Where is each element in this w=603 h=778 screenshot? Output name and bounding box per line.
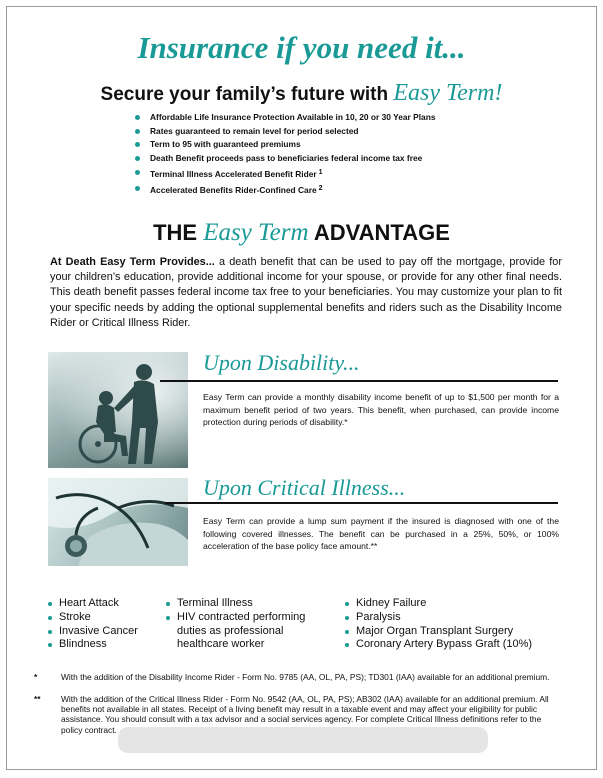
list-item: Accelerated Benefits Rider-Confined Care $^2$: [133, 182, 435, 198]
intro-lead: At Death Easy Term Provides...: [50, 256, 215, 268]
list-item: HIV contracted performing duties as professional healthcare worker: [166, 611, 336, 652]
intro-paragraph: At Death Easy Term Provides... a death benefit that can be used to pay off the mortgage, provide for your children’s education, provide additional income for your spouse, or provide for any other final needs. This death benefit passes federal income tax free to your beneficiaries. You may customize your plan to fit your specific needs by adding the optional supplemental benefits and riders such as the Disability Income Rider or Critical Illness Rider.: [50, 256, 562, 329]
illness-list-col1: [48, 597, 138, 652]
list-item: Terminal Illness Accelerated Benefit Rider $^1$: [133, 166, 435, 182]
disability-text: Easy Term can provide a monthly disability income benefit of up to $1,500 per month for a maximum benefit period of two years. This benefit, when purchased, can provide income protection during periods of disability.*: [203, 392, 559, 427]
list-item: Major Organ Transplant Surgery: [345, 625, 532, 639]
advantage-title: THE Easy Term ADVANTAGE: [153, 219, 450, 246]
list-item: Stroke: [48, 611, 138, 625]
footnote: ** With the addition of the Critical Illness Rider - Form No. 9542 (AA, OL, PA, PS); AB302 (IAA) available for an additional premium. All benefits not available in all states. Receipt of a living benefit may result in a taxable event and may affect your eligibility for public assistance. You should consult with a tax advisor and a social services agency. For complete Critical Illness definitions refer to the policy contract.: [34, 694, 549, 735]
critical-illness-text: Easy Term can provide a lump sum payment if the insured is diagnosed with one of the following covered illnesses. The benefit can be purchased in a 25%, 50%, or 100% acceleration of the base policy face amount.**: [203, 516, 559, 551]
illness-list-col3: [345, 597, 532, 652]
headline-brand: Easy Term!: [393, 80, 503, 106]
list-item: Kidney Failure: [345, 597, 532, 611]
footnote-mark: *: [34, 672, 38, 682]
footnote-mark: **: [34, 694, 41, 704]
list-item: Death Benefit proceeds pass to beneficiaries federal income tax free: [133, 152, 435, 166]
footnote-ref: 2: [318, 184, 323, 192]
list-item: Invasive Cancer: [48, 625, 138, 639]
list-item: Blindness: [48, 638, 138, 652]
disability-photo: [48, 352, 188, 468]
footnote: * With the addition of the Disability Income Rider - Form No. 9785 (AA, OL, PA, PS); TD301 (IAA) available for an additional premium.: [34, 672, 550, 682]
list-item: Rates guaranteed to remain level for period selected: [133, 125, 435, 139]
list-item: Coronary Artery Bypass Graft (10%): [345, 638, 532, 652]
list-item: Paralysis: [345, 611, 532, 625]
section-divider: [160, 380, 558, 382]
list-item: Affordable Life Insurance Protection Available in 10, 20 or 30 Year Plans: [133, 111, 435, 125]
list-item: Term to 95 with guaranteed premiums: [133, 138, 435, 152]
critical-illness-photo: [48, 478, 188, 566]
tagline: Insurance if you need it...: [137, 30, 466, 65]
disability-title: Upon Disability...: [203, 350, 360, 375]
headline: [0, 80, 603, 107]
footnote-ref: 1: [318, 168, 323, 176]
advantage-brand: Easy Term: [203, 219, 309, 246]
illness-list-col2: [166, 597, 336, 652]
section-divider: [165, 502, 558, 504]
headline-prefix: Secure your family’s future with: [100, 84, 394, 105]
list-item: Heart Attack: [48, 597, 138, 611]
critical-illness-title: Upon Critical Illness...: [203, 475, 406, 500]
feature-list: [133, 111, 435, 197]
list-item: Terminal Illness: [166, 597, 336, 611]
